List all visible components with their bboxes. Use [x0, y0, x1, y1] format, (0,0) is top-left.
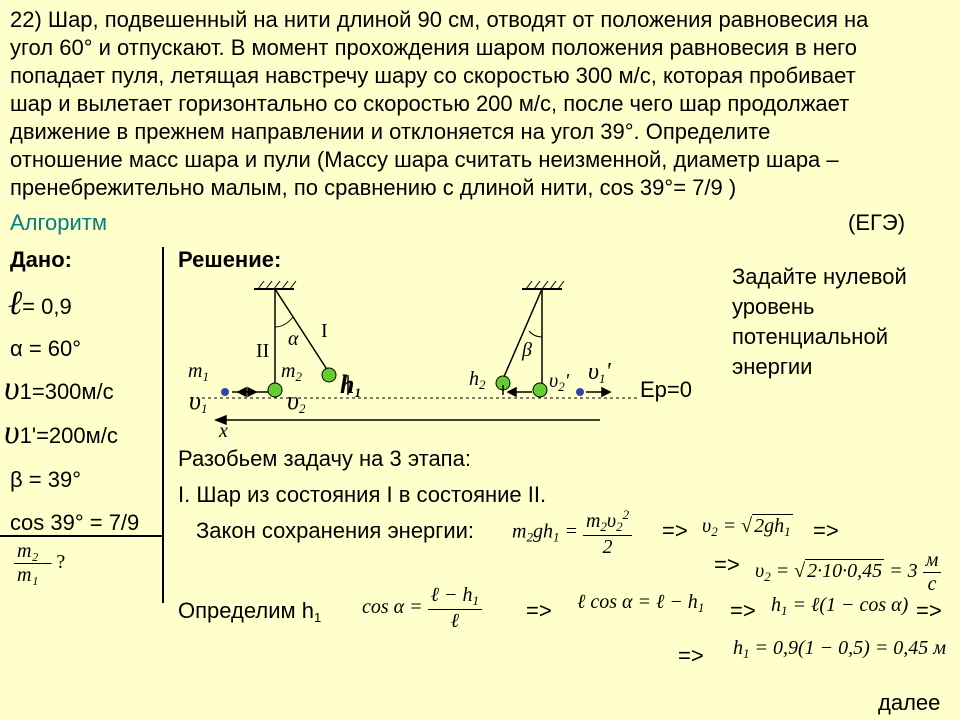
label-v1-prime: $\upsilon_1'$: [588, 359, 611, 386]
beta-arc: [529, 331, 542, 337]
arrow-3: =>: [714, 552, 740, 577]
exam-tag: (ЕГЭ): [848, 210, 906, 235]
label-state-I: I: [321, 320, 328, 342]
label-beta: β: [522, 339, 532, 361]
ball-after-hit: [533, 383, 547, 397]
l-cos-formula: ℓ cos α = ℓ − $h_1$: [577, 591, 705, 615]
h1-formula: $h_1$ = ℓ(1 − cos α): [771, 594, 909, 618]
stage-one: I. Шар из состояния I в состояние II.: [178, 482, 547, 507]
arrow-5: =>: [730, 598, 756, 623]
arrow-7: =>: [678, 643, 704, 668]
v-symbol: υ: [4, 414, 20, 451]
label-alpha: α: [288, 328, 299, 350]
v2-value: $\upsilon_2$ = √ 2·10·0,45 = 3 $\frac{м}{c}$: [755, 549, 941, 596]
v-symbol: υ: [4, 370, 20, 407]
label-x: x: [219, 420, 228, 442]
left-mount: [254, 281, 296, 289]
v1p-sub: 1: [19, 423, 32, 448]
label-m2: $m_2$: [281, 360, 302, 384]
label-v2-prime: $\upsilon_2'$: [549, 370, 569, 394]
v1-value: =300м/с: [31, 379, 114, 404]
label-v2: $\upsilon_2$: [287, 386, 306, 416]
v1-sub: 1: [19, 379, 32, 404]
h1-value: $h_1 = 0,9(1 - 0,5) = 0,45$ м: [733, 637, 947, 661]
problem-statement: 22) Шар, подвешенный на нити длиной 90 см, отводят от положения равновесия на угол 60° и отпускают. В момент прохождения шаром положения равновесия в него попадает пуля, летящая навстречу шару со скоростью 300 м/с, которая пробивает шар и вылетает горизонтально со скоростью 200 м/с, после чего шар продолжает движение в прежнем направлении и отклоняется на угол 39°. Определите отношение масс шара и пули (Массу шара считать неизменной, диаметр шара – пренебрежительно малым, по сравнению с длиной нити, cos 39°= 7/9 ): [10, 7, 869, 200]
divider-horizontal: [0, 535, 164, 537]
ell-symbol: ℓ: [8, 285, 23, 322]
find-ratio: [14, 540, 65, 587]
given-v1-prime: [4, 414, 118, 452]
zero-level-note: Задайте нулевой уровень потенциальной энергии: [732, 264, 907, 379]
label-m1: $m_1$: [188, 360, 209, 384]
right-mount: [522, 281, 564, 289]
pendulum-diagram: [170, 275, 650, 445]
energy-law: Закон сохранения энергии:: [196, 518, 475, 543]
given-v1: [4, 370, 114, 408]
bullet-before: [221, 388, 229, 396]
length-value: = 0,9: [22, 294, 72, 319]
energy-equation: $m_2gh_1$ = $\frac{m_2\upsilon_2^2}{2}$: [512, 507, 632, 559]
cos-alpha-formula: cos α = $\frac{\ell - h_1}{\text{ℓ}}$: [362, 584, 482, 633]
arrow-1: =>: [662, 518, 688, 543]
given-length: [8, 285, 72, 323]
alpha-arc: [275, 317, 293, 327]
find-h1-label: Определим $h_1$: [178, 598, 322, 625]
string-deflected-right: [503, 289, 542, 379]
find-numerator: m₂: [14, 540, 41, 564]
label-v1: $\upsilon_1$: [189, 386, 208, 416]
stages-heading: Разобьем задачу на 3 этапа:: [178, 446, 471, 471]
arrow-2: =>: [813, 518, 839, 543]
zero-level-label: Eр=0: [640, 377, 692, 402]
ball-state-II: [268, 383, 282, 397]
v1p-prime: ': [31, 423, 37, 448]
bullet-after: [576, 388, 584, 396]
solution-title: Решение:: [178, 247, 282, 272]
label-h1: $h_1$: [340, 370, 361, 400]
next-link[interactable]: далее: [878, 690, 941, 715]
label-h2: $h_2$: [469, 368, 486, 392]
v2-formula: $\upsilon_2$ = √ $2gh_1$: [702, 515, 791, 539]
arrow-4: =>: [526, 598, 552, 623]
given-title: Дано:: [10, 247, 72, 272]
ball-state-I: [322, 368, 336, 382]
find-denominator: m₁: [17, 564, 39, 586]
given-alpha: α = 60°: [10, 336, 82, 361]
v1p-value: =200м/с: [36, 423, 118, 448]
arrow-6: =>: [916, 598, 942, 623]
algorithm-link[interactable]: Алгоритм: [10, 210, 108, 235]
find-question: – ?: [41, 551, 66, 574]
label-state-II: II: [256, 340, 270, 362]
given-beta: β = 39°: [10, 467, 81, 492]
given-cos39: cos 39° = 7/9: [10, 510, 140, 535]
divider-vertical: [162, 247, 164, 603]
